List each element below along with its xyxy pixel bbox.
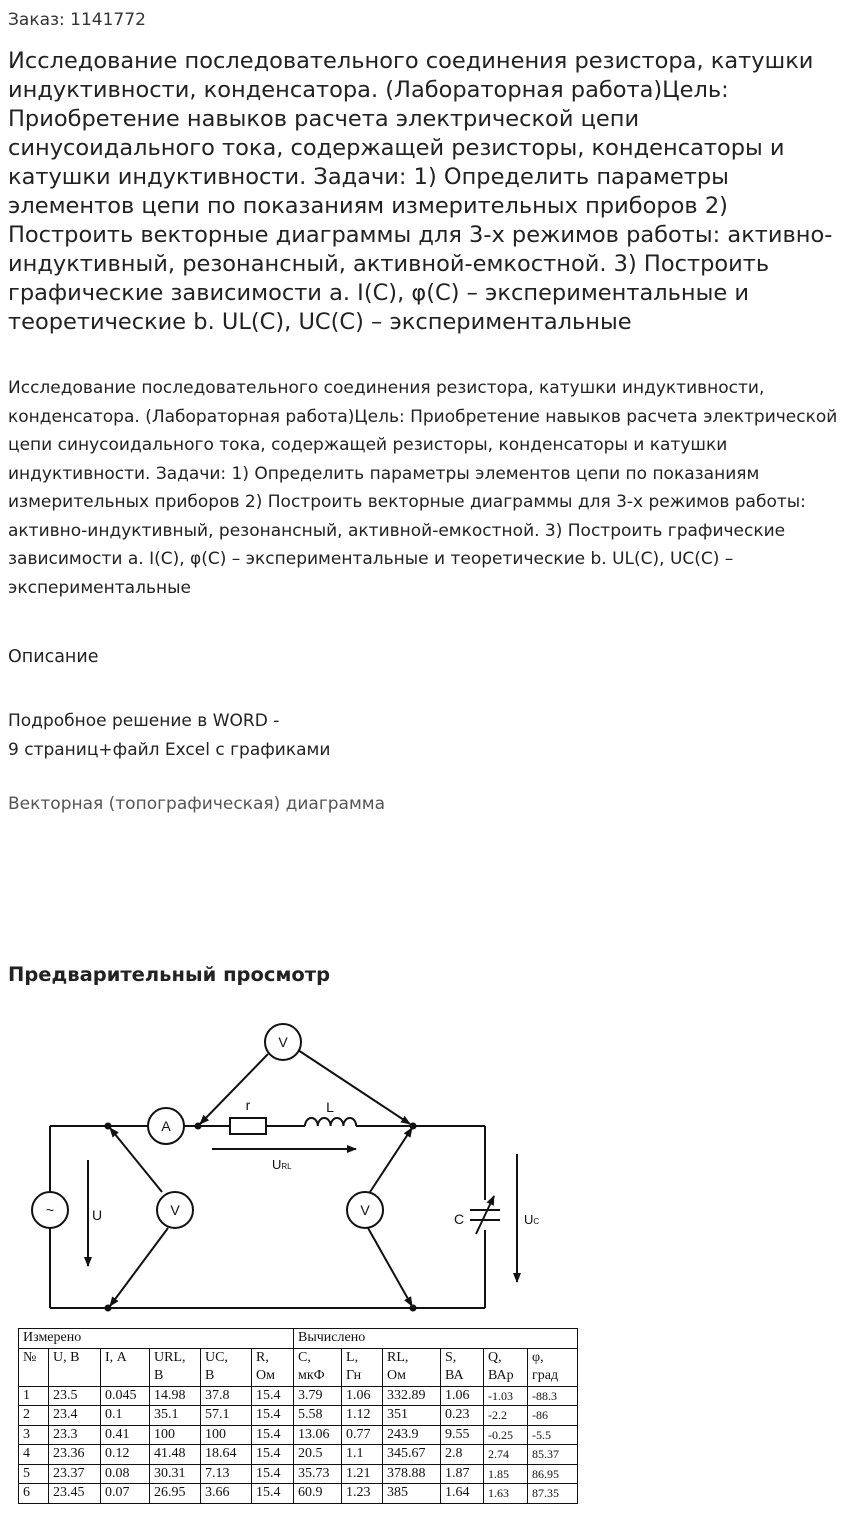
- table-cell: 14.98: [150, 1386, 201, 1406]
- table-cell: 1.87: [441, 1464, 484, 1484]
- table-cell: 23.36: [49, 1445, 101, 1465]
- voltmeter-right-label: V: [360, 1202, 370, 1218]
- table-cell: 13.06: [294, 1425, 342, 1445]
- table-cell: 15.4: [252, 1425, 294, 1445]
- table-cell: 1.23: [342, 1484, 383, 1504]
- page-title: Исследование последовательного соединения резистора, катушки индуктивности, конденсатора. (Лабораторная работа)Цель: Приобретение навыков расчета электрической цепи синусоидального тока, содержащей резисторы, конденсаторы и катушки индуктивности. Задачи: 1) Определить параметры элементов цепи по показаниям измерительных приборов 2) Построить векторные диаграммы для 3-х режимов работы: активно-индуктивный, резонансный, активной-емкостной. 3) Построить графические зависимости a. I(C), φ(C) – экспериментальные и теоретические b. UL(C), UC(C) – экспериментальные: [8, 48, 833, 335]
- table-row: [19, 1464, 578, 1484]
- column-header-line-1: φ,: [532, 1349, 544, 1365]
- column-header-line-1: URL,: [154, 1349, 186, 1365]
- table-group-row: [19, 1329, 578, 1349]
- table-cell: 345.67: [383, 1445, 441, 1465]
- table-cell: 1.63: [484, 1484, 528, 1504]
- table-row: [19, 1386, 578, 1406]
- table-cell: -5.5: [528, 1425, 578, 1445]
- table-cell: 9.55: [441, 1425, 484, 1445]
- table-cell: 3.66: [201, 1484, 252, 1504]
- table-cell: 4: [19, 1445, 49, 1465]
- table-cell: 0.23: [441, 1406, 484, 1426]
- table-cell: 1.06: [342, 1386, 383, 1406]
- table-cell: 2.8: [441, 1445, 484, 1465]
- table-cell: 37.8: [201, 1386, 252, 1406]
- ammeter-label: A: [161, 1118, 171, 1134]
- node-right-top: [410, 1123, 417, 1130]
- column-header: [528, 1348, 578, 1386]
- table-cell: 85.37: [528, 1445, 578, 1465]
- column-header: [294, 1348, 342, 1386]
- column-header-line-1: UC,: [205, 1349, 228, 1365]
- table-cell: 41.48: [150, 1445, 201, 1465]
- table-cell: 1.1: [342, 1445, 383, 1465]
- table-cell: 1.21: [342, 1464, 383, 1484]
- table-cell: 0.77: [342, 1425, 383, 1445]
- column-header-line-1: C,: [298, 1349, 311, 1365]
- table-cell: 351: [383, 1406, 441, 1426]
- table-cell: 23.4: [49, 1406, 101, 1426]
- table-cell: 23.3: [49, 1425, 101, 1445]
- column-header: [19, 1348, 49, 1386]
- capacitor-label: C: [453, 1211, 465, 1227]
- table-cell: 3.79: [294, 1386, 342, 1406]
- voltmeter-left-wire-down: [110, 1228, 168, 1306]
- table-cell: 23.45: [49, 1484, 101, 1504]
- group-measured: Измерено: [19, 1329, 294, 1349]
- table-cell: 15.4: [252, 1484, 294, 1504]
- table-cell: 378.88: [383, 1464, 441, 1484]
- column-header: [484, 1348, 528, 1386]
- order-number: Заказ: 1141772: [8, 10, 146, 30]
- table-cell: 15.4: [252, 1464, 294, 1484]
- column-header-line-2: В: [205, 1368, 215, 1383]
- node-ammeter-right: [195, 1123, 202, 1130]
- column-header-line-2: ВАр: [488, 1368, 514, 1383]
- vector-diagram-link[interactable]: Векторная (топографическая) диаграмма: [8, 794, 386, 814]
- source-label: ~: [45, 1202, 55, 1218]
- table-cell: 35.73: [294, 1464, 342, 1484]
- table-cell: -0.25: [484, 1425, 528, 1445]
- summary-text: Исследование последовательного соединения резистора, катушки индуктивности, конденсатора. (Лабораторная работа)Цель: Приобретение навыков расчета электрической цепи синусоидального тока, содержащей резисторы, конденсаторы и катушки индуктивности. Задачи: 1) Определить параметры элементов цепи по показаниям измерительных приборов 2) Построить векторные диаграммы для 3-х режимов работы: активно-индуктивный, резонансный, активной-емкостной. 3) Построить графические зависимости a. I(C), φ(C) – экспериментальные и теоретические b. UL(C), UC(C) – экспериментальные: [8, 378, 838, 598]
- inductor-label: L: [326, 1099, 334, 1115]
- column-header: [252, 1348, 294, 1386]
- table-cell: 100: [150, 1425, 201, 1445]
- table-cell: 1: [19, 1386, 49, 1406]
- column-header-line-1: Q,: [488, 1349, 502, 1365]
- table-cell: 20.5: [294, 1445, 342, 1465]
- table-cell: 0.41: [101, 1425, 150, 1445]
- column-header-line-2: мкФ: [298, 1368, 325, 1383]
- table-cell: 2.74: [484, 1445, 528, 1465]
- voltmeter-right-wire-up: [370, 1128, 412, 1192]
- group-calculated: Вычислено: [294, 1329, 578, 1349]
- table-cell: 1.06: [441, 1386, 484, 1406]
- table-cell: 1.12: [342, 1406, 383, 1426]
- description-text: [8, 707, 330, 765]
- column-header: [201, 1348, 252, 1386]
- voltmeter-top-label: V: [278, 1034, 288, 1050]
- description-line-1: Подробное решение в WORD -: [8, 711, 280, 731]
- table-cell: 2: [19, 1406, 49, 1426]
- column-header-line-1: R,: [256, 1349, 269, 1365]
- table-cell: 30.31: [150, 1464, 201, 1484]
- results-table: [18, 1328, 578, 1504]
- table-cell: 6: [19, 1484, 49, 1504]
- column-header: [342, 1348, 383, 1386]
- table-cell: 3: [19, 1425, 49, 1445]
- table-cell: 86.95: [528, 1464, 578, 1484]
- table-cell: 0.07: [101, 1484, 150, 1504]
- column-header-line-2: ВА: [445, 1368, 464, 1383]
- column-header: [101, 1348, 150, 1386]
- table-cell: 35.1: [150, 1406, 201, 1426]
- column-header-line-1: U, В: [53, 1349, 80, 1365]
- table-cell: 23.37: [49, 1464, 101, 1484]
- description-line-2: 9 страниц+файл Excel с графиками: [8, 740, 331, 760]
- preview-heading: Предварительный просмотр: [8, 963, 331, 986]
- table-row: [19, 1406, 578, 1426]
- voltmeter-top-wire-right: [298, 1050, 410, 1124]
- column-header-line-2: Ом: [387, 1368, 406, 1383]
- column-header-line-1: RL,: [387, 1349, 409, 1365]
- description-heading: Описание: [8, 647, 99, 667]
- table-cell: 15.4: [252, 1406, 294, 1426]
- table-body: [19, 1386, 578, 1503]
- capacitor-variable-arrow: [476, 1196, 494, 1234]
- table-cell: 0.08: [101, 1464, 150, 1484]
- table-cell: 23.5: [49, 1386, 101, 1406]
- table-row: [19, 1484, 578, 1504]
- node-left-bottom: [105, 1305, 112, 1312]
- table-cell: 100: [201, 1425, 252, 1445]
- table-cell: 385: [383, 1484, 441, 1504]
- circuit-diagram: [0, 1010, 600, 1322]
- table-cell: 243.9: [383, 1425, 441, 1445]
- table-cell: 1.85: [484, 1464, 528, 1484]
- voltmeter-left-label: V: [170, 1202, 180, 1218]
- table-header-row: [19, 1348, 578, 1386]
- table-cell: -86: [528, 1406, 578, 1426]
- voltmeter-right-wire-down: [368, 1228, 412, 1306]
- uc-label: UC: [524, 1212, 540, 1227]
- table-cell: -1.03: [484, 1386, 528, 1406]
- table-cell: 0.1: [101, 1406, 150, 1426]
- table-cell: -2.2: [484, 1406, 528, 1426]
- table-cell: 15.4: [252, 1386, 294, 1406]
- node-left-top: [105, 1123, 112, 1130]
- column-header-line-1: S,: [445, 1349, 457, 1365]
- table-cell: 1.64: [441, 1484, 484, 1504]
- table-cell: 5.58: [294, 1406, 342, 1426]
- table-cell: 26.95: [150, 1484, 201, 1504]
- table-row: [19, 1445, 578, 1465]
- url-label: URL: [272, 1157, 292, 1172]
- table-cell: 0.045: [101, 1386, 150, 1406]
- column-header: [383, 1348, 441, 1386]
- table-cell: 60.9: [294, 1484, 342, 1504]
- table-cell: 57.1: [201, 1406, 252, 1426]
- column-header-line-1: №: [23, 1349, 37, 1365]
- column-header-line-2: град: [532, 1368, 559, 1383]
- column-header: [150, 1348, 201, 1386]
- table-cell: 332.89: [383, 1386, 441, 1406]
- column-header-line-2: В: [154, 1368, 164, 1383]
- resistor-label: r: [245, 1097, 251, 1113]
- table-cell: 0.12: [101, 1445, 150, 1465]
- table-cell: 5: [19, 1464, 49, 1484]
- table-row: [19, 1425, 578, 1445]
- node-right-bottom: [410, 1305, 417, 1312]
- column-header-line-2: Ом: [256, 1368, 275, 1383]
- table-cell: 18.64: [201, 1445, 252, 1465]
- column-header-line-1: I, А: [105, 1349, 127, 1365]
- inductor-coil: [305, 1118, 356, 1126]
- resistor: [230, 1118, 266, 1134]
- table-cell: 87.35: [528, 1484, 578, 1504]
- column-header: [441, 1348, 484, 1386]
- table-cell: 7.13: [201, 1464, 252, 1484]
- voltmeter-top-wire-left: [200, 1054, 268, 1124]
- column-header: [49, 1348, 101, 1386]
- table-cell: -88.3: [528, 1386, 578, 1406]
- column-header-line-1: L,: [346, 1349, 359, 1365]
- column-header-line-2: Гн: [346, 1368, 362, 1383]
- u-label: U: [91, 1207, 103, 1223]
- table-cell: 15.4: [252, 1445, 294, 1465]
